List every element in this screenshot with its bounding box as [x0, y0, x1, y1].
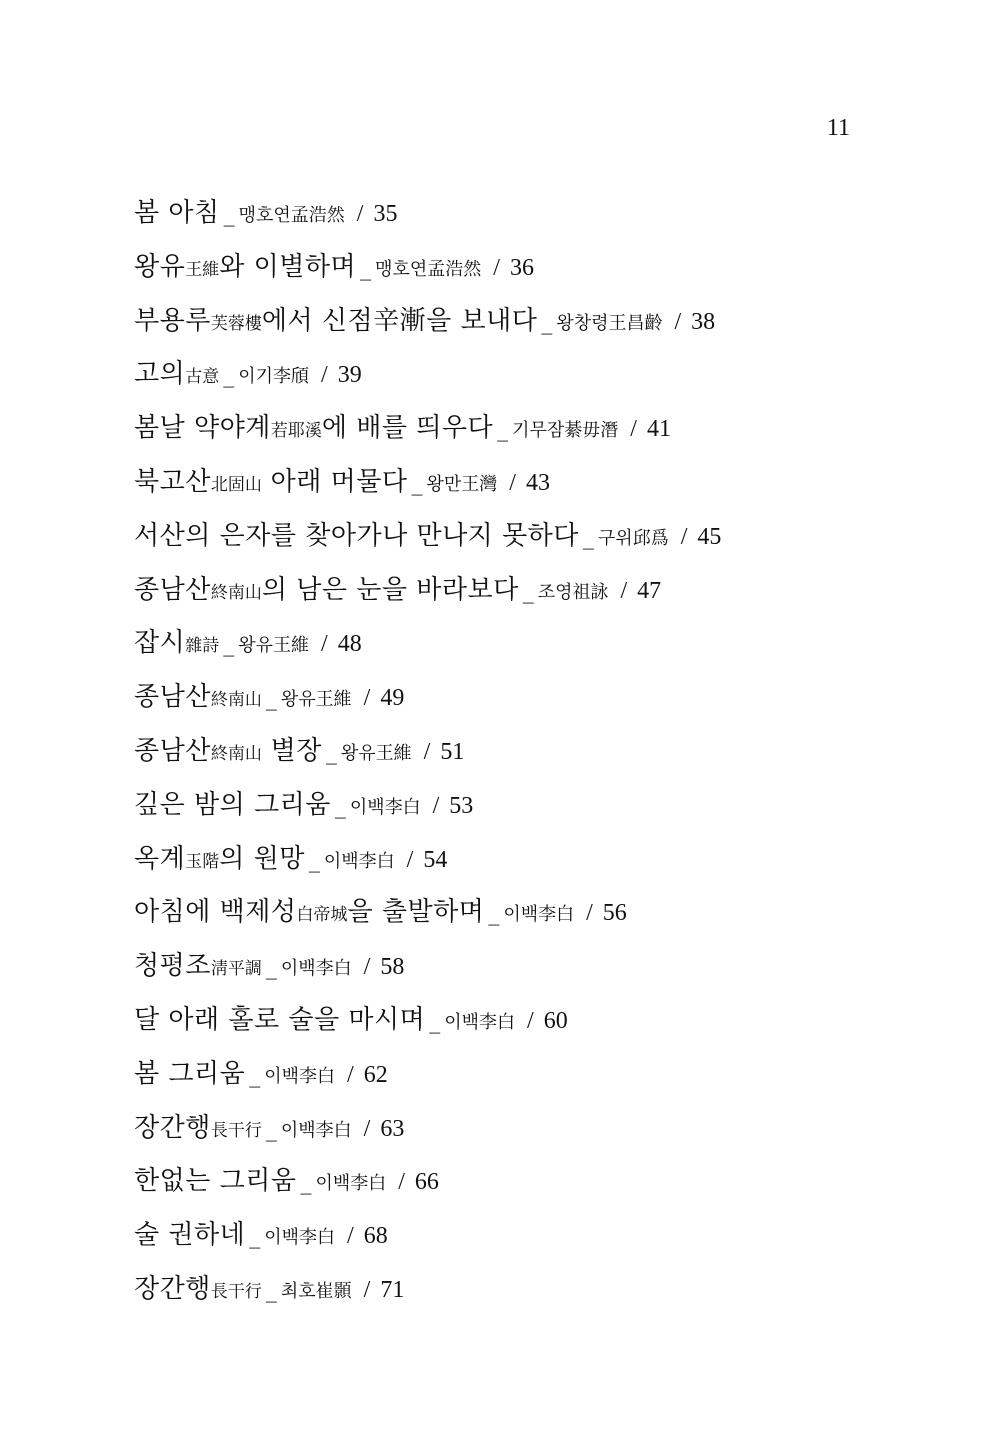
entry-title-continued: 와 이별하며 — [219, 251, 357, 282]
entry-slash: / — [363, 1115, 371, 1142]
entry-page-number: 41 — [646, 416, 671, 443]
entry-separator: _ — [249, 1224, 261, 1250]
entry-hanja: 淸平調 — [210, 959, 262, 980]
entry-page-number: 66 — [414, 1169, 439, 1196]
entry-slash: / — [363, 1276, 371, 1303]
entry-separator: _ — [223, 202, 235, 227]
entry-separator: _ — [249, 1062, 261, 1088]
entry-author: 기무잠綦毋潛 — [512, 420, 619, 442]
entry-separator: _ — [360, 255, 372, 281]
entry-title: 봄 아침 — [134, 198, 220, 228]
entry-author: 이백李白 — [349, 796, 421, 818]
entry-hanja: 芙蓉樓 — [210, 313, 262, 334]
entry-page-number: 49 — [380, 685, 405, 712]
toc-entry[interactable] — [134, 247, 974, 301]
entry-author: 조영祖詠 — [537, 581, 609, 603]
entry-slash: / — [586, 900, 593, 927]
entry-title-continued: 의 원망 — [219, 843, 305, 874]
entry-title-continued: 별장 — [261, 735, 322, 766]
entry-page-number: 53 — [449, 792, 474, 819]
toc-entry[interactable] — [134, 1054, 974, 1108]
toc-entry[interactable] — [134, 677, 974, 731]
entry-hanja: 古意 — [185, 367, 220, 388]
entry-author: 이백李白 — [264, 1065, 336, 1087]
entry-slash: / — [527, 1007, 534, 1034]
toc-entry[interactable] — [134, 1108, 974, 1162]
entry-slash: / — [363, 954, 371, 981]
entry-author: 이백李白 — [503, 904, 575, 926]
entry-separator: _ — [265, 955, 277, 981]
entry-slash: / — [347, 1061, 354, 1088]
entry-hanja: 終南山 — [210, 690, 262, 711]
entry-slash: / — [321, 631, 328, 658]
entry-page-number: 68 — [363, 1223, 388, 1250]
entry-slash: / — [398, 1169, 405, 1196]
table-of-contents — [134, 193, 974, 1323]
entry-hanja: 長干行 — [210, 1281, 262, 1302]
entry-page-number: 45 — [697, 523, 722, 550]
entry-author: 맹호연孟浩然 — [375, 258, 482, 280]
entry-separator: _ — [308, 847, 320, 873]
entry-page-number: 54 — [423, 846, 448, 873]
entry-hanja: 終南山 — [210, 743, 262, 764]
entry-page-number: 60 — [543, 1007, 568, 1034]
entry-author: 이백李白 — [280, 1119, 352, 1141]
entry-hanja: 北固山 — [210, 474, 262, 495]
entry-author: 이백李白 — [315, 1173, 387, 1195]
entry-author: 왕유王維 — [280, 689, 352, 711]
toc-entry[interactable] — [134, 193, 974, 247]
entry-page-number: 51 — [440, 738, 465, 765]
entry-separator: _ — [411, 470, 423, 496]
entry-hanja: 王維 — [185, 259, 220, 280]
toc-entry[interactable] — [134, 839, 974, 893]
entry-separator: _ — [265, 1277, 277, 1303]
entry-slash: / — [406, 846, 414, 873]
page-number: 11 — [826, 115, 850, 141]
toc-entry[interactable] — [134, 1269, 974, 1323]
entry-page-number: 48 — [337, 631, 362, 658]
entry-author: 이기李頎 — [238, 366, 310, 388]
entry-title: 깊은 밤의 그리움 — [134, 789, 331, 820]
entry-title: 고의 — [134, 359, 186, 390]
entry-hanja: 玉階 — [185, 851, 220, 872]
entry-slash: / — [674, 308, 682, 335]
entry-title-continued: 에 배를 띄우다 — [321, 413, 494, 444]
entry-slash: / — [680, 523, 688, 550]
entry-page-number: 36 — [509, 254, 534, 281]
entry-title: 잡시 — [134, 628, 186, 659]
entry-page-number: 63 — [380, 1115, 405, 1142]
entry-page-number: 47 — [637, 577, 662, 604]
entry-hanja: 雜詩 — [185, 636, 220, 657]
entry-title: 왕유 — [134, 251, 186, 282]
entry-page-number: 56 — [602, 900, 627, 927]
toc-entry[interactable] — [134, 731, 974, 785]
toc-entry[interactable] — [134, 623, 974, 677]
entry-title: 옥계 — [134, 843, 186, 874]
toc-entry[interactable] — [134, 785, 974, 839]
entry-author: 맹호연孟浩然 — [238, 205, 345, 226]
entry-title-continued: 에서 신점辛漸을 보내다 — [261, 305, 538, 336]
entry-author: 이백李白 — [264, 1227, 336, 1249]
entry-title: 봄날 약야계 — [134, 413, 271, 444]
entry-title-continued: 아래 머물다 — [261, 466, 408, 497]
entry-separator: _ — [223, 363, 235, 389]
entry-slash: / — [423, 738, 431, 765]
entry-author: 이백李白 — [323, 850, 395, 872]
entry-separator: _ — [300, 1170, 312, 1196]
entry-title: 봄 그리움 — [134, 1058, 246, 1089]
entry-author: 왕만王灣 — [426, 473, 498, 495]
entry-title-continued: 을 출발하며 — [347, 897, 485, 928]
entry-title: 아침에 백제성 — [134, 897, 297, 928]
entry-slash: / — [630, 416, 637, 443]
entry-separator: _ — [429, 1008, 441, 1034]
entry-author: 왕유王維 — [238, 635, 310, 657]
entry-author: 이백李白 — [444, 1011, 516, 1033]
entry-slash: / — [493, 254, 500, 281]
entry-author: 구위邱爲 — [597, 527, 669, 549]
entry-separator: _ — [265, 686, 277, 712]
entry-separator: _ — [334, 793, 346, 819]
entry-author: 왕창령王昌齡 — [556, 312, 663, 334]
entry-title-continued: 의 남은 눈을 바라보다 — [261, 574, 519, 605]
entry-slash: / — [509, 469, 516, 496]
toc-entry[interactable] — [134, 408, 974, 462]
entry-title: 청평조 — [134, 951, 211, 982]
entry-hanja: 若耶溪 — [270, 421, 322, 442]
entry-separator: _ — [488, 901, 500, 927]
entry-separator: _ — [582, 524, 594, 550]
entry-page-number: 62 — [363, 1061, 388, 1088]
entry-title: 술 권하네 — [134, 1220, 246, 1251]
entry-slash: / — [356, 201, 364, 227]
entry-page-number: 58 — [380, 954, 405, 981]
toc-entry[interactable] — [134, 462, 974, 516]
entry-separator: _ — [325, 739, 337, 765]
entry-slash: / — [432, 792, 440, 819]
entry-slash: / — [363, 685, 371, 712]
entry-slash: / — [347, 1223, 354, 1250]
toc-entry[interactable] — [134, 516, 974, 570]
entry-page-number: 71 — [380, 1276, 405, 1303]
entry-title: 종남산 — [134, 735, 211, 766]
entry-page-number: 43 — [525, 469, 550, 496]
entry-separator: _ — [522, 578, 534, 604]
entry-title: 장간행 — [134, 1112, 211, 1143]
toc-entry[interactable] — [134, 301, 974, 355]
toc-entry[interactable] — [134, 892, 974, 946]
toc-entry[interactable] — [134, 1161, 974, 1215]
entry-title: 달 아래 홀로 술을 마시며 — [134, 1004, 426, 1035]
toc-entry[interactable] — [134, 354, 974, 408]
entry-author: 왕유王維 — [340, 742, 412, 764]
entry-slash: / — [321, 362, 328, 389]
entry-separator: _ — [541, 309, 553, 335]
entry-title: 장간행 — [134, 1273, 211, 1304]
entry-separator: _ — [265, 1116, 277, 1142]
entry-hanja: 長干行 — [210, 1120, 262, 1141]
entry-title: 북고산 — [134, 466, 211, 497]
toc-entry[interactable] — [134, 946, 974, 1000]
toc-entry[interactable] — [134, 570, 974, 624]
entry-title: 종남산 — [134, 574, 211, 605]
entry-author: 최호崔顥 — [280, 1280, 352, 1302]
entry-separator: _ — [497, 417, 509, 443]
entry-page-number: 39 — [337, 362, 362, 389]
entry-slash: / — [620, 577, 628, 604]
entry-title: 서산의 은자를 찾아가나 만나지 못하다 — [134, 520, 579, 551]
entry-page-number: 38 — [691, 308, 716, 335]
entry-hanja: 白帝城 — [296, 905, 348, 926]
entry-title: 부용루 — [134, 305, 211, 336]
entry-hanja: 終南山 — [210, 582, 262, 603]
toc-entry[interactable] — [134, 1000, 974, 1054]
entry-title: 한없는 그리움 — [134, 1166, 297, 1197]
entry-page-number: 35 — [373, 201, 398, 227]
entry-title: 종남산 — [134, 682, 211, 713]
entry-separator: _ — [223, 632, 235, 658]
toc-entry[interactable] — [134, 1215, 974, 1269]
entry-author: 이백李白 — [280, 958, 352, 980]
